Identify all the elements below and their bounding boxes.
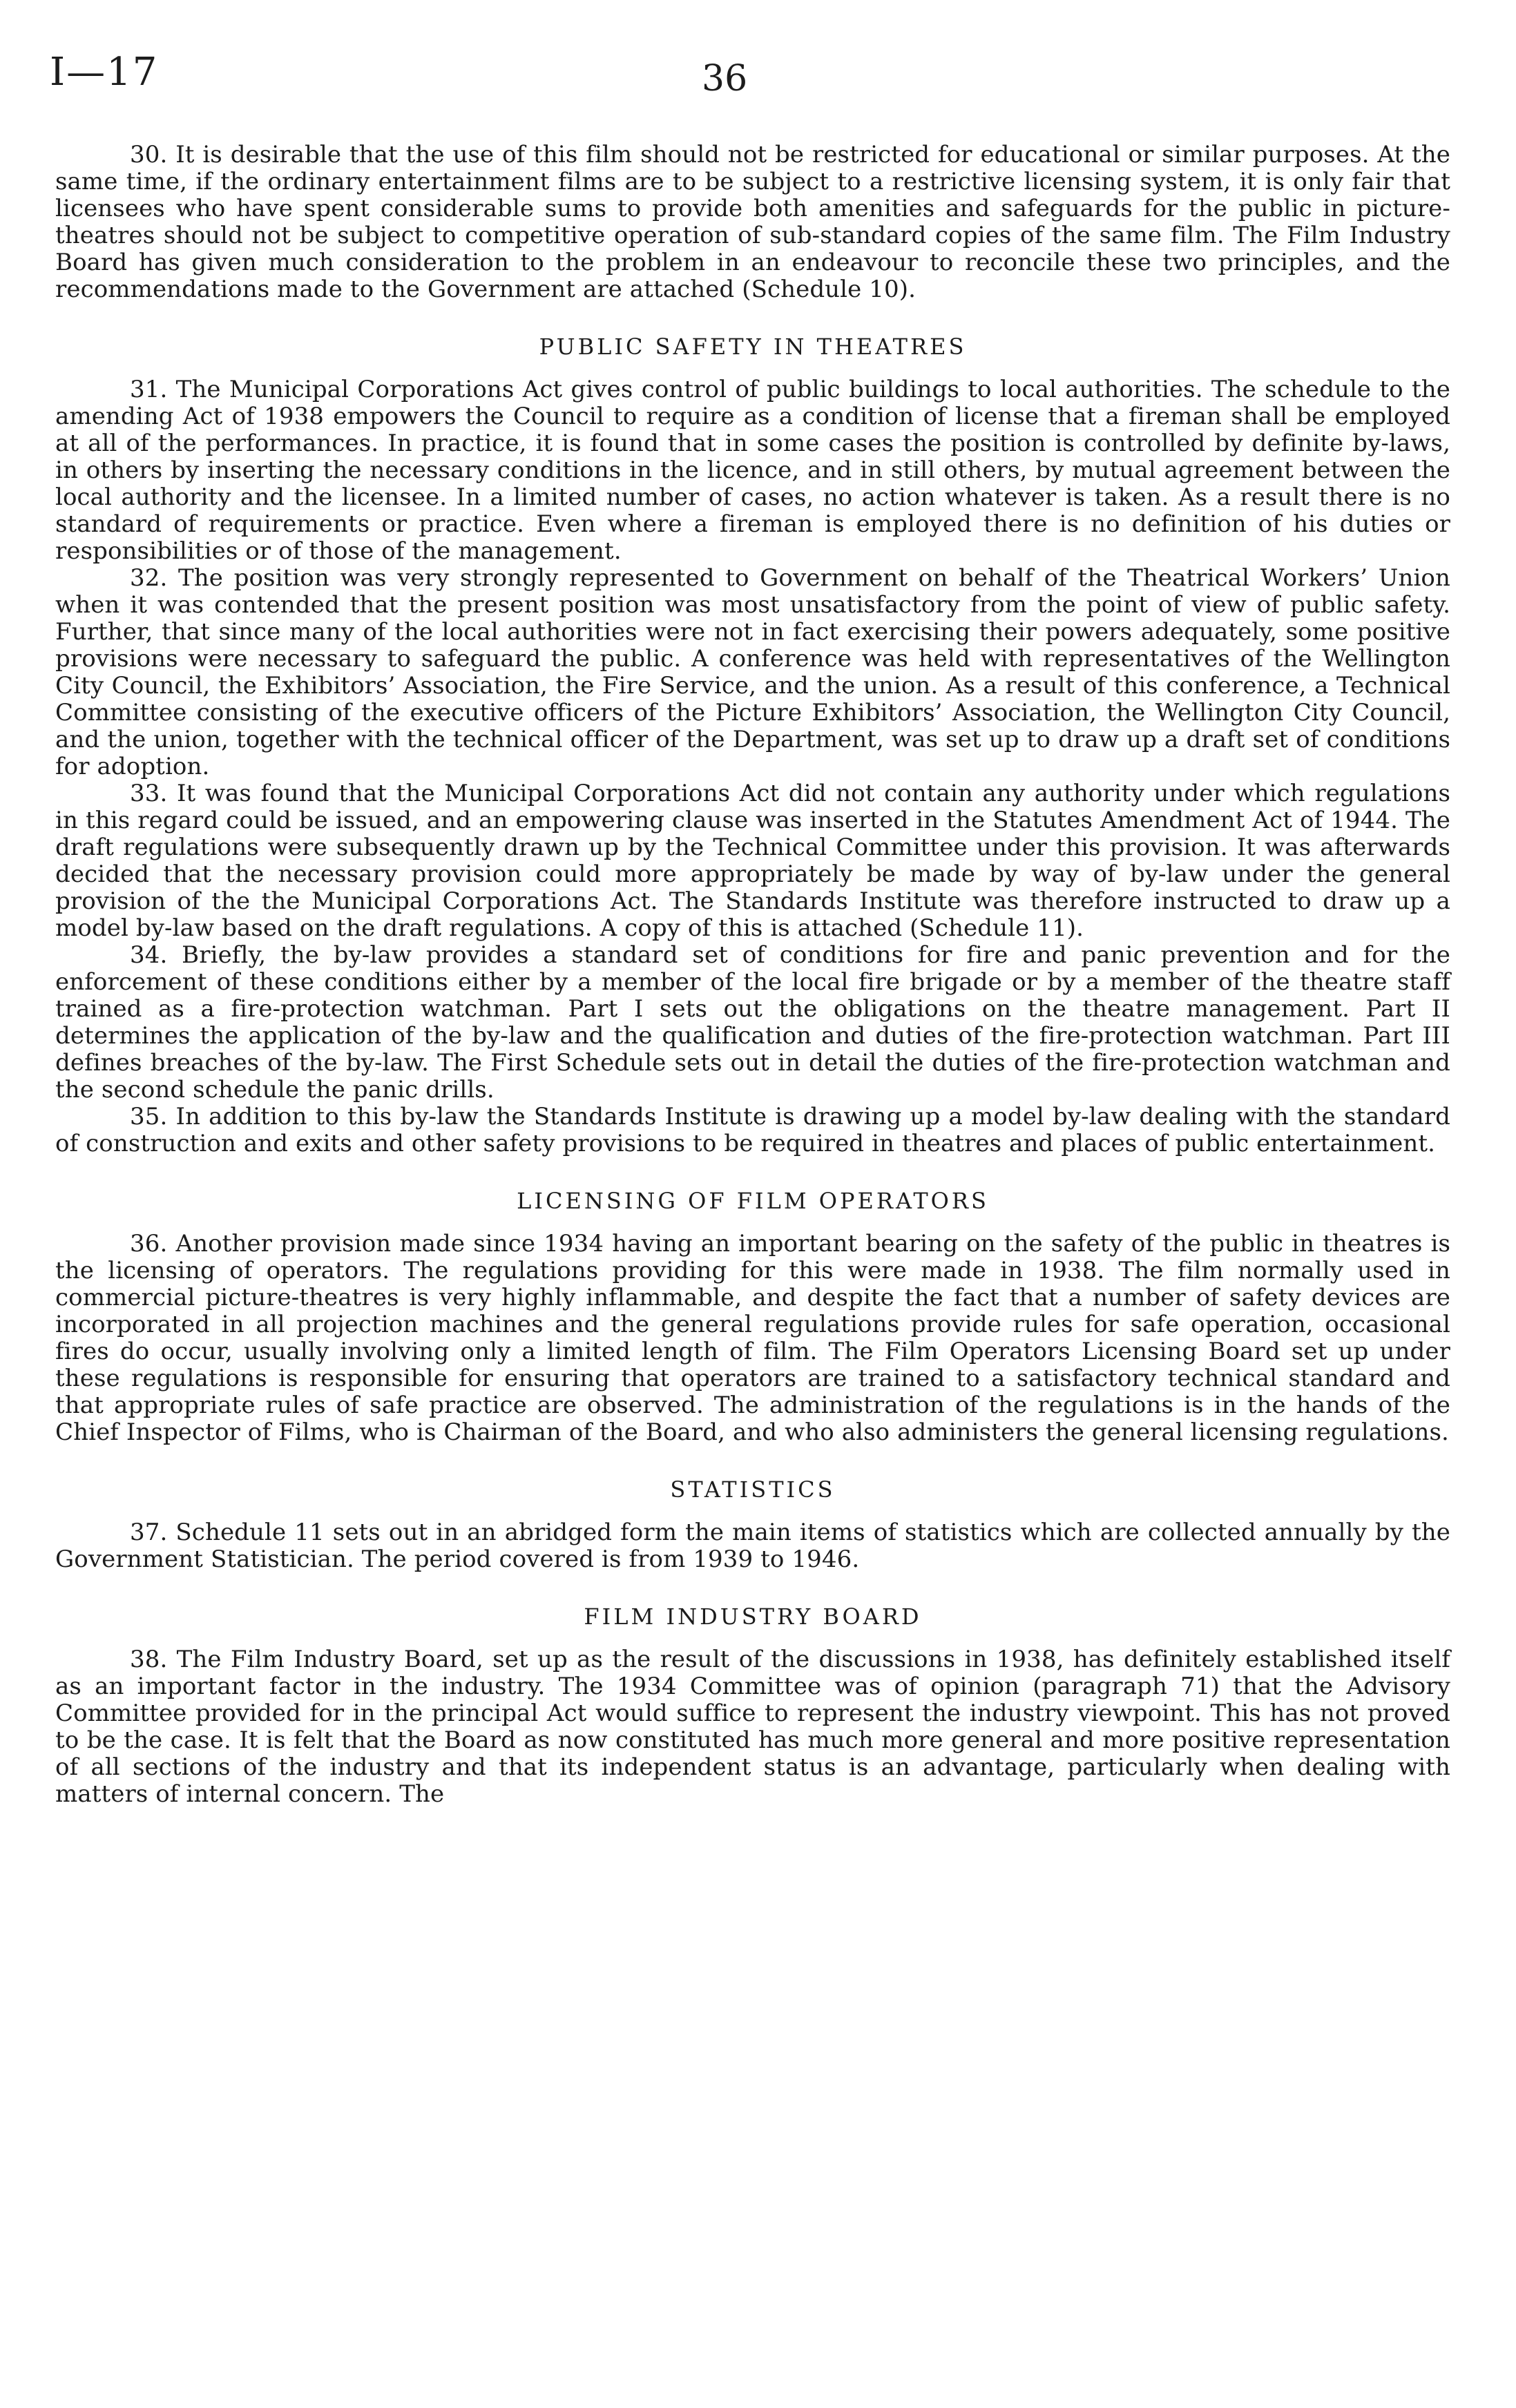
paragraph-37: 37. Schedule 11 sets out in an abridged form the main items of statistics which are collected annually by the Government Statistician. The period covered is from 1939 to 1946. xyxy=(55,1519,1450,1573)
heading-licensing-operators: LICENSING OF FILM OPERATORS xyxy=(517,1188,989,1214)
document-body xyxy=(55,142,1450,1808)
paragraph-36: 36. Another provision made since 1934 having an important bearing on the safety of the public in theatres is the licensing of operators. The regulations providing for this were made in 1938. The film normally used in commercial picture-theatres is very highly inflammable, and despite the fact that a number of safety devices are incorporated in all projection machines and the general regulations provide rules for safe operation, occasional fires do occur, usually involving only a limited length of film. The Film Operators Licensing Board set up under these regulations is responsible for ensuring that operators are trained to a satisfactory technical standard and that appropriate rules of safe practice are observed. The administration of the regulations is in the hands of the Chief Inspector of Films, who is Chairman of the Board, and who also administers the general licensing regulations. xyxy=(55,1230,1450,1446)
paragraph-33: 33. It was found that the Municipal Corporations Act did not contain any authority under which regulations in this regard could be issued, and an empowering clause was inserted in the Statutes Amendment Act of 1944. The draft regulations were subsequently drawn up by the Technical Committee under this provision. It was afterwards decided that the necessary provision could more appropriately be made by way of by-law under the general provision of the the Municipal Corporations Act. The Standards Institute was therefore instructed to draw up a model by-law based on the draft regulations. A copy of this is attached (Schedule 11). xyxy=(55,780,1450,942)
heading-public-safety: PUBLIC SAFETY IN THEATRES xyxy=(539,334,967,360)
paragraph-32: 32. The position was very strongly represented to Government on behalf of the Theatrical Workers’ Union when it was contended that the present position was most unsatisfactory from the point of view of public safety. Further, that since many of the local authorities were not in fact exercising their powers adequately, some positive provisions were necessary to safeguard the public. A conference was held with representatives of the Wellington City Council, the Exhibitors’ Association, the Fire Service, and the union. As a result of this conference, a Technical Committee consisting of the executive officers of the Picture Exhibitors’ Association, the Wellington City Council, and the union, together with the technical officer of the Department, was set up to draw up a draft set of conditions for adoption. xyxy=(55,564,1450,780)
page-header xyxy=(0,0,1516,124)
paragraph-34: 34. Briefly, the by-law provides a standard set of conditions for fire and panic prevention and for the enforcement of these conditions either by a member of the local fire brigade or by a member of the theatre staff trained as a fire-protection watchman. Part I sets out the obligations on the theatre management. Part II determines the application of the by-law and the qualification and duties of the fire-protection watchman. Part III defines breaches of the by-law. The First Schedule sets out in detail the duties of the fire-protection watchman and the second schedule the panic drills. xyxy=(55,941,1450,1104)
paragraph-30: 30. It is desirable that the use of this film should not be restricted for educational or similar purposes. At the same time, if the ordinary entertainment films are to be subject to a restrictive licensing system, it is only fair that licensees who have spent considerable sums to provide both amenities and safeguards for the public in picture-theatres should not be subject to competitive operation of sub-standard copies of the same film. The Film Industry Board has given much consideration to the problem in an endeavour to reconcile these two principles, and the recommendations made to the Government are attached (Schedule 10). xyxy=(55,141,1450,303)
page-reference: I—17 xyxy=(50,50,159,95)
paragraph-35: 35. In addition to this by-law the Standards Institute is drawing up a model by-law dealing with the standard of construction and exits and other safety provisions to be required in theatres and places of public entertainment. xyxy=(55,1103,1450,1157)
page-number: 36 xyxy=(702,58,748,99)
heading-statistics: STATISTICS xyxy=(670,1476,836,1503)
heading-film-industry-board: FILM INDUSTRY BOARD xyxy=(584,1603,922,1630)
paragraph-31: 31. The Municipal Corporations Act gives control of public buildings to local authorities. The schedule to the amending Act of 1938 empowers the Council to require as a condition of license that a fireman shall be employed at all of the performances. In practice, it is found that in some cases the position is controlled by definite by-laws, in others by inserting the necessary conditions in the licence, and in still others, by mutual agreement between the local authority and the licensee. In a limited number of cases, no action whatever is taken. As a result there is no standard of requirements or practice. Even where a fireman is employed there is no definition of his duties or responsibilities or of those of the management. xyxy=(55,376,1450,565)
paragraph-38: 38. The Film Industry Board, set up as the result of the discussions in 1938, has definitely established itself as an important factor in the industry. The 1934 Committee was of opinion (paragraph 71) that the Advisory Committee provided for in the principal Act would suffice to represent the industry viewpoint. This has not proved to be the case. It is felt that the Board as now constituted has much more general and more positive representation of all sections of the industry and that its independent status is an advantage, particularly when dealing with matters of internal concern. The xyxy=(55,1646,1450,1808)
